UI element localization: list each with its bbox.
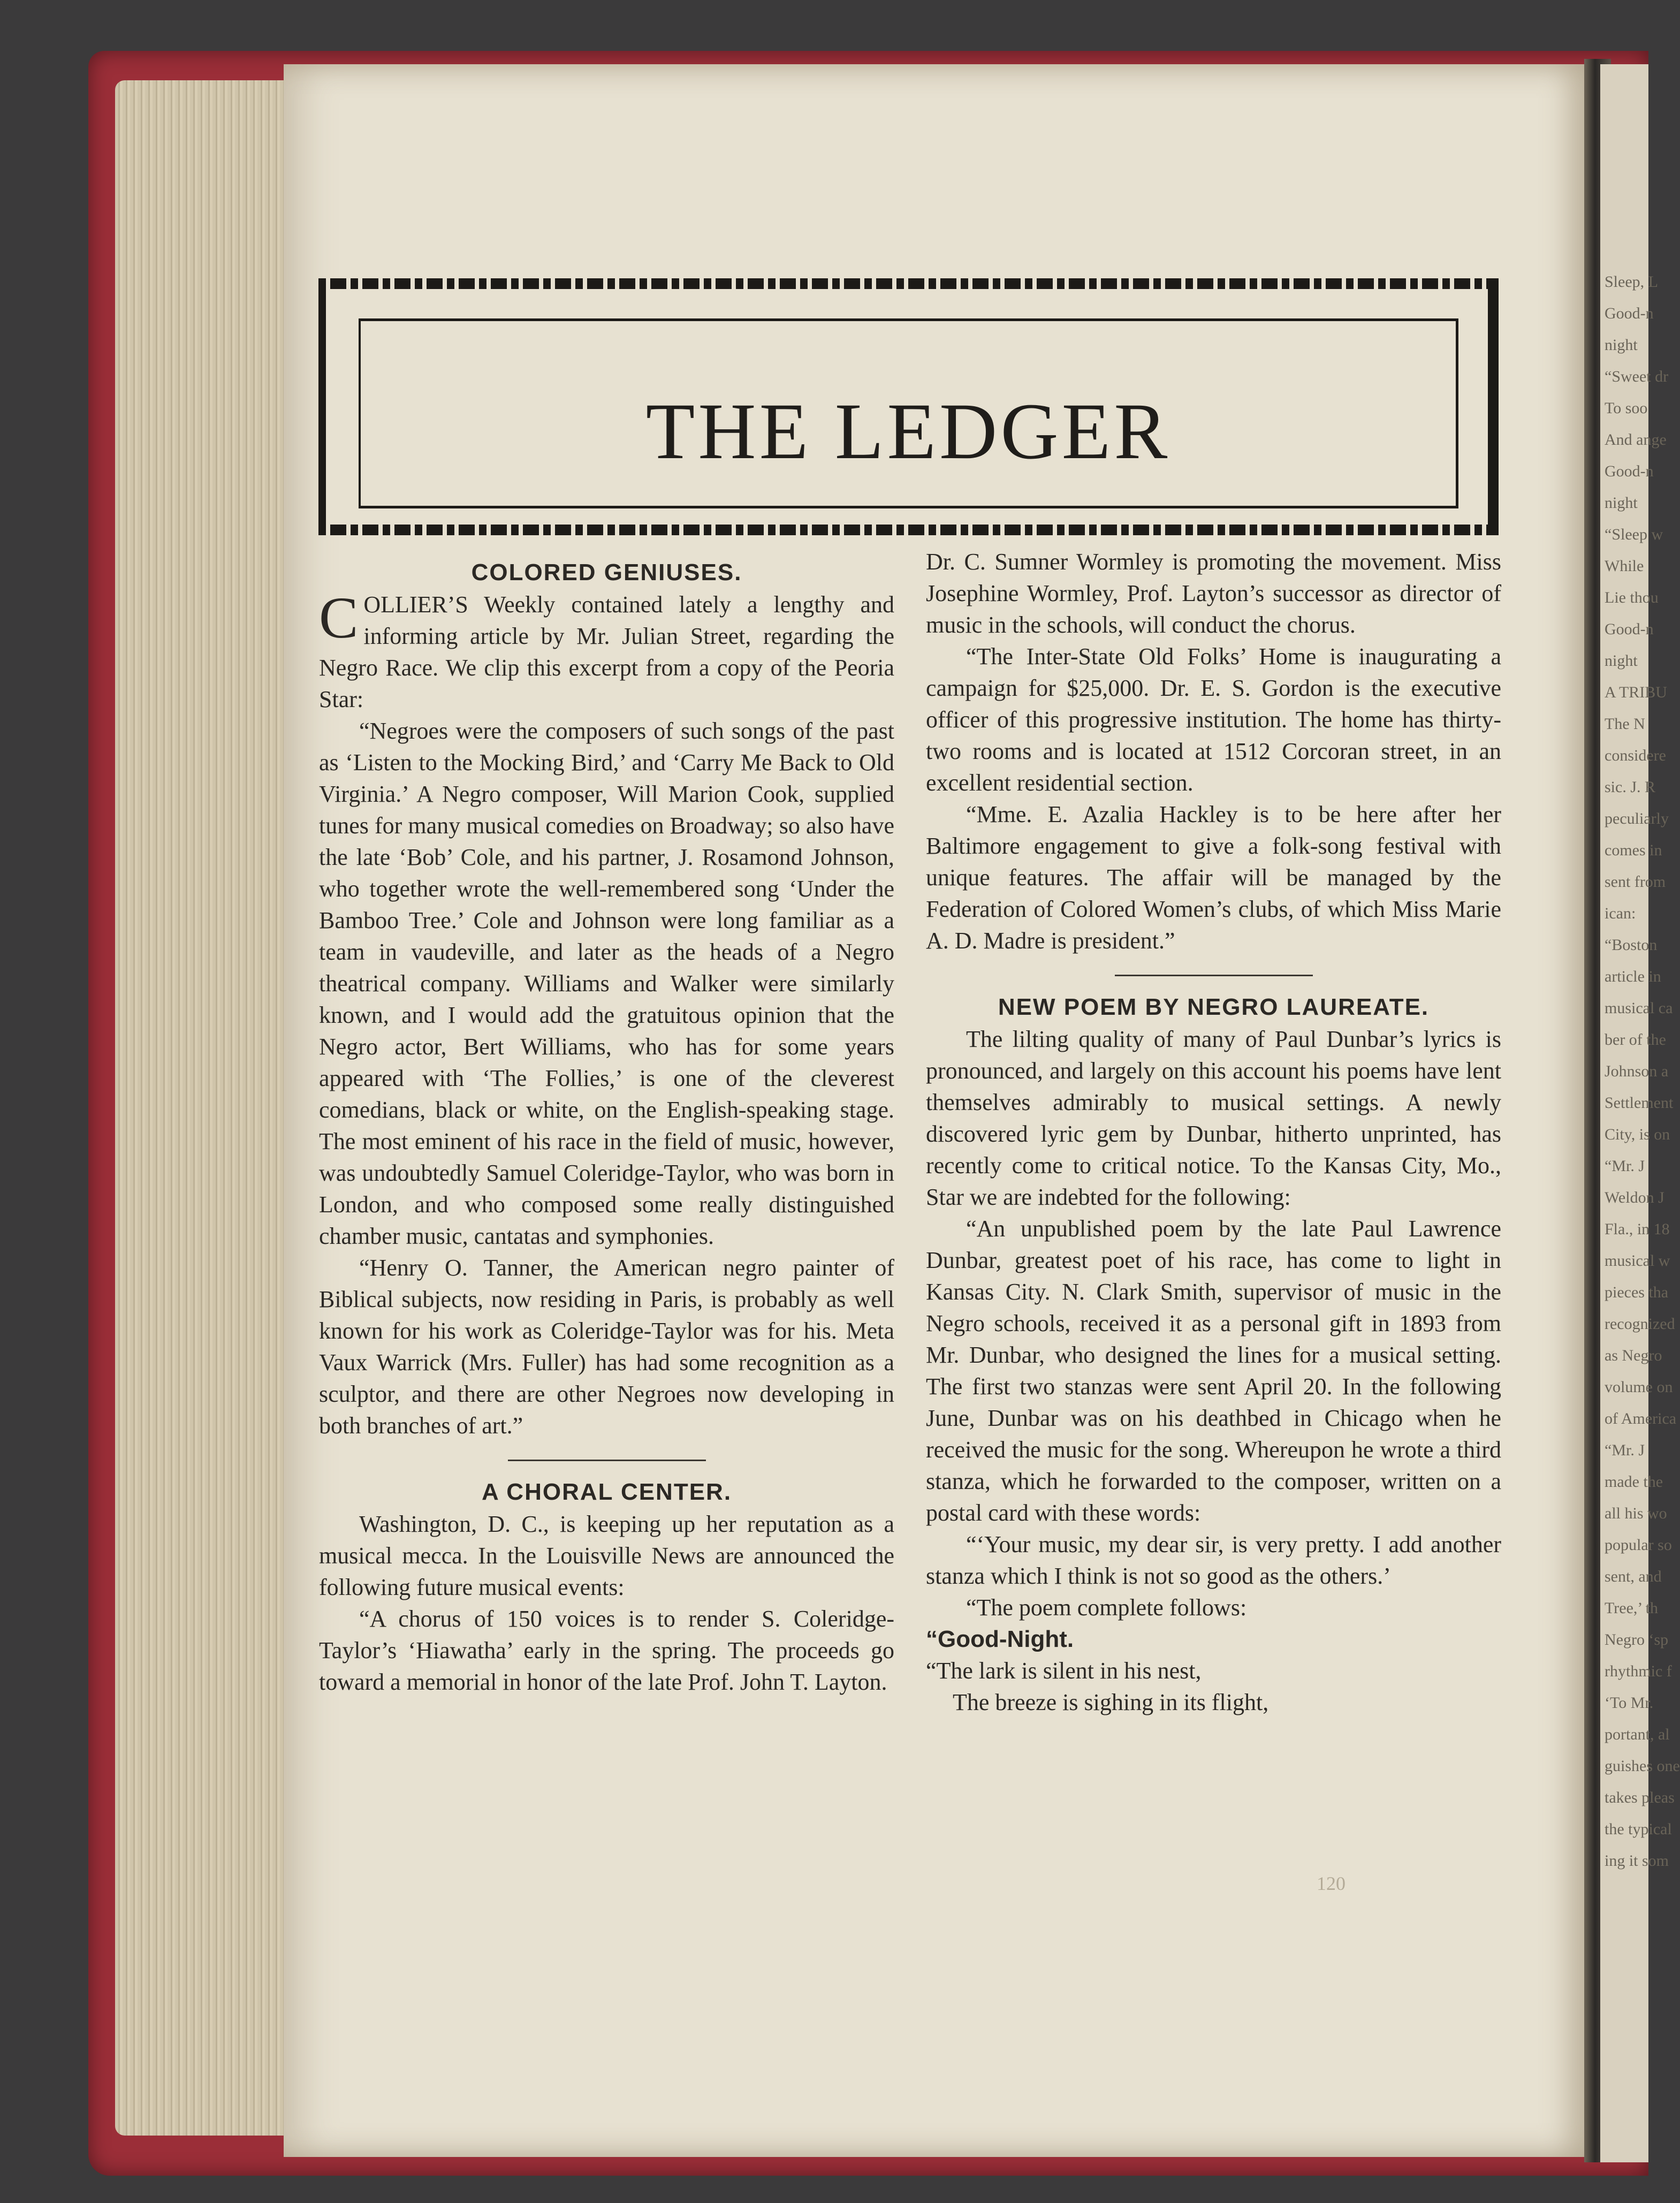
facing-page-fragment: “Sleep w — [1605, 526, 1663, 543]
poem-line: “The lark is silent in his nest, — [926, 1658, 1202, 1684]
facing-page-fragment: peculiarly — [1605, 810, 1669, 827]
drop-cap: C — [319, 585, 359, 650]
facing-page-fragment: Good-n — [1605, 620, 1654, 638]
article-paragraph: Washington, D. C., is keeping up her reputation as a musical mecca. In the Louisville News are announced the following future musical events: — [319, 1511, 894, 1600]
facing-page-fragment: Lie thou — [1605, 589, 1659, 606]
facing-page-fragment: The N — [1605, 715, 1645, 733]
masthead-border — [318, 278, 1499, 535]
facing-page-fragment: of America — [1605, 1410, 1677, 1427]
facing-page-fragment: Tree,’ th — [1605, 1599, 1658, 1617]
facing-page-fragment: pieces tha — [1605, 1283, 1669, 1301]
facing-page-fragment: While — [1605, 557, 1644, 575]
section-heading-new-poem: NEW POEM BY NEGRO LAUREATE. — [998, 994, 1430, 1020]
facing-page-fragment: volume on — [1605, 1378, 1673, 1396]
facing-page-fragment: night — [1605, 494, 1638, 512]
article-paragraph: Dr. C. Sumner Wormley is promoting the movement. Miss Josephine Wormley, Prof. Layton’s successor as director of music in the schools, will conduct the chorus. — [926, 549, 1501, 638]
section-divider — [1115, 975, 1313, 976]
paragraph-text: OLLIER’S Weekly contained lately a lengthy and informing article by Mr. Julian Street, regarding the Negro Race. We clip this excerpt from a copy of the Peoria Star: — [319, 591, 894, 712]
section-divider — [508, 1460, 706, 1461]
article-paragraph: “The poem complete follows: — [966, 1594, 1247, 1621]
page-edges — [115, 80, 302, 2136]
section-heading-colored-geniuses: COLORED GENIUSES. — [471, 559, 742, 586]
poem-line: The breeze is sighing in its flight, — [953, 1689, 1269, 1715]
facing-page-fragment: “Mr. J — [1605, 1441, 1645, 1459]
facing-page-fragment: portant, al — [1605, 1726, 1670, 1743]
facing-page-fragment: all his wo — [1605, 1505, 1667, 1522]
facing-page-fragment: Good-n — [1605, 305, 1654, 322]
facing-page-fragment: City, is on — [1605, 1126, 1670, 1143]
facing-page-fragment: sent from — [1605, 873, 1666, 891]
facing-page-fragment: takes pleas — [1605, 1789, 1675, 1806]
facing-page-fragment: comes in — [1605, 841, 1662, 859]
facing-page-fragment: sic. J. R — [1605, 778, 1656, 796]
article-paragraph: “An unpublished poem by the late Paul Lawrence Dunbar, greatest poet of his race, has come to light in Kansas City. N. Clark Smith, supervisor of music in the Negro schools, received it as a personal gift in 1893 from Mr. Dunbar, who designed the lines for a musical setting. The first two stanzas were sent April 20. In the following June, Dunbar was on his deathbed in Chicago when he received the music for the song. Whereupon he wrote a third stanza, which he forwarded to the composer, written on a postal card with these words: — [926, 1216, 1501, 1526]
facing-page — [1600, 64, 1680, 2162]
facing-page-fragment: “Sweet dr — [1605, 368, 1669, 385]
article-paragraph: The lilting quality of many of Paul Dunbar’s lyrics is pronounced, and largely on this account his poems have lent themselves admirably to musical settings. A newly discovered lyric gem by Dunbar, hitherto unprinted, has recently come to critical notice. To the Kansas City, Mo., Star we are indebted for the following: — [926, 1026, 1501, 1210]
article-paragraph: “Mme. E. Azalia Hackley is to be here after her Baltimore engagement to give a folk-song festival with unique features. The affair will be managed by the Federation of Colored Women’s clubs, of which Miss Marie A. D. Madre is president.” — [926, 801, 1501, 954]
facing-page-fragment: Sleep, L — [1605, 273, 1658, 291]
left-column — [319, 557, 894, 1698]
facing-page-fragment: sent, and — [1605, 1568, 1662, 1585]
article-paragraph: “Henry O. Tanner, the American negro painter of Biblical subjects, now residing in Paris, is probably as well known for his work as Coleridge-Taylor was for his. Meta Vaux Warrick (Mrs. Fuller) has had some recognition as a sculptor, and there are other Negroes now developing in both branches of art.” — [319, 1255, 894, 1439]
masthead-title: THE LEDGER — [645, 387, 1171, 476]
article-paragraph — [319, 585, 894, 715]
facing-page-fragment: popular so — [1605, 1536, 1672, 1554]
facing-page-fragment: “Mr. J — [1605, 1157, 1645, 1175]
article-paragraph: “The Inter-State Old Folks’ Home is inaugurating a campaign for $25,000. Dr. E. S. Gordon is the executive officer of this progressive institution. The home has thirty-two rooms and is located at 1512 Corcoran street, in an excellent residential section. — [926, 643, 1501, 796]
facing-page-fragment: ing it som — [1605, 1852, 1669, 1870]
facing-page-fragment: night — [1605, 652, 1638, 670]
facing-page-fragment: the typical — [1605, 1820, 1672, 1838]
article-paragraph: “‘Your music, my dear sir, is very pretty. I add another stanza which I think is not so good as the others.’ — [926, 1531, 1501, 1589]
facing-page-fragment: A TRIBU — [1605, 683, 1667, 701]
facing-page-fragment: Weldon J — [1605, 1189, 1664, 1206]
facing-page-fragment: To soo — [1605, 399, 1648, 417]
right-column — [926, 546, 1501, 1718]
facing-page-fragment: rhythmic f — [1605, 1662, 1672, 1680]
facing-page-fragment: considere — [1605, 747, 1666, 764]
facing-page-fragment: Good-n — [1605, 462, 1654, 480]
masthead-frame — [359, 318, 1458, 508]
section-heading-choral-center: A CHORAL CENTER. — [481, 1479, 732, 1505]
facing-page-fragment: as Negro — [1605, 1347, 1662, 1364]
facing-page-fragment: Settlement — [1605, 1094, 1674, 1112]
facing-page-fragment: made the — [1605, 1473, 1663, 1491]
facing-page-fragment: musical w — [1605, 1252, 1670, 1270]
facing-page-fragment: Johnson a — [1605, 1062, 1669, 1080]
article-paragraph: “A chorus of 150 voices is to render S. Coleridge-Taylor’s ‘Hiawatha’ early in the spring. The proceeds go toward a memorial in honor of the late Prof. John T. Layton. — [319, 1606, 894, 1695]
poem-title: “Good-Night. — [926, 1626, 1074, 1652]
article-paragraph: “Negroes were the composers of such songs of the past as ‘Listen to the Mocking Bird,’ and ‘Carry Me Back to Old Virginia.’ A Negro composer, Will Marion Cook, supplied tunes for many musical comedies on Broadway; so also have the late ‘Bob’ Cole, and his partner, J. Rosamond Johnson, who together wrote the well-remembered song ‘Under the Bamboo Tree.’ Cole and Johnson were long familiar as a team in vaudeville, and later as the heads of a Negro theatrical company. Williams and Walker were similarly known, and I would add the gratuitous opinion that the Negro actor, Bert Williams, who has for some years appeared with ‘The Follies,’ is one of the cleverest comedians, black or white, on the English-speaking stage. The most eminent of his race in the field of music, however, was undoubtedly Samuel Coleridge-Taylor, who was born in London, and who composed some really distinguished chamber music, cantatas and symphonies. — [319, 718, 894, 1249]
facing-page-fragment: “Boston — [1605, 936, 1658, 954]
facing-page-fragment: ican: — [1605, 905, 1636, 922]
facing-page-fragment: ber of the — [1605, 1031, 1666, 1049]
facing-page-fragment: night — [1605, 336, 1638, 354]
page-number: 120 — [1317, 1873, 1345, 1894]
facing-page-fragment: Negro ‘sp — [1605, 1631, 1669, 1649]
facing-page-fragment: musical ca — [1605, 999, 1673, 1017]
facing-page-fragment: And ange — [1605, 431, 1667, 449]
facing-page-fragment: recognized — [1605, 1315, 1675, 1333]
facing-page-fragment: article in — [1605, 968, 1661, 985]
facing-page-fragment: guishes one — [1605, 1757, 1680, 1775]
facing-page-fragment: Fla., in 18 — [1605, 1220, 1670, 1238]
facing-page-fragment: ‘To Mr. — [1605, 1694, 1654, 1712]
